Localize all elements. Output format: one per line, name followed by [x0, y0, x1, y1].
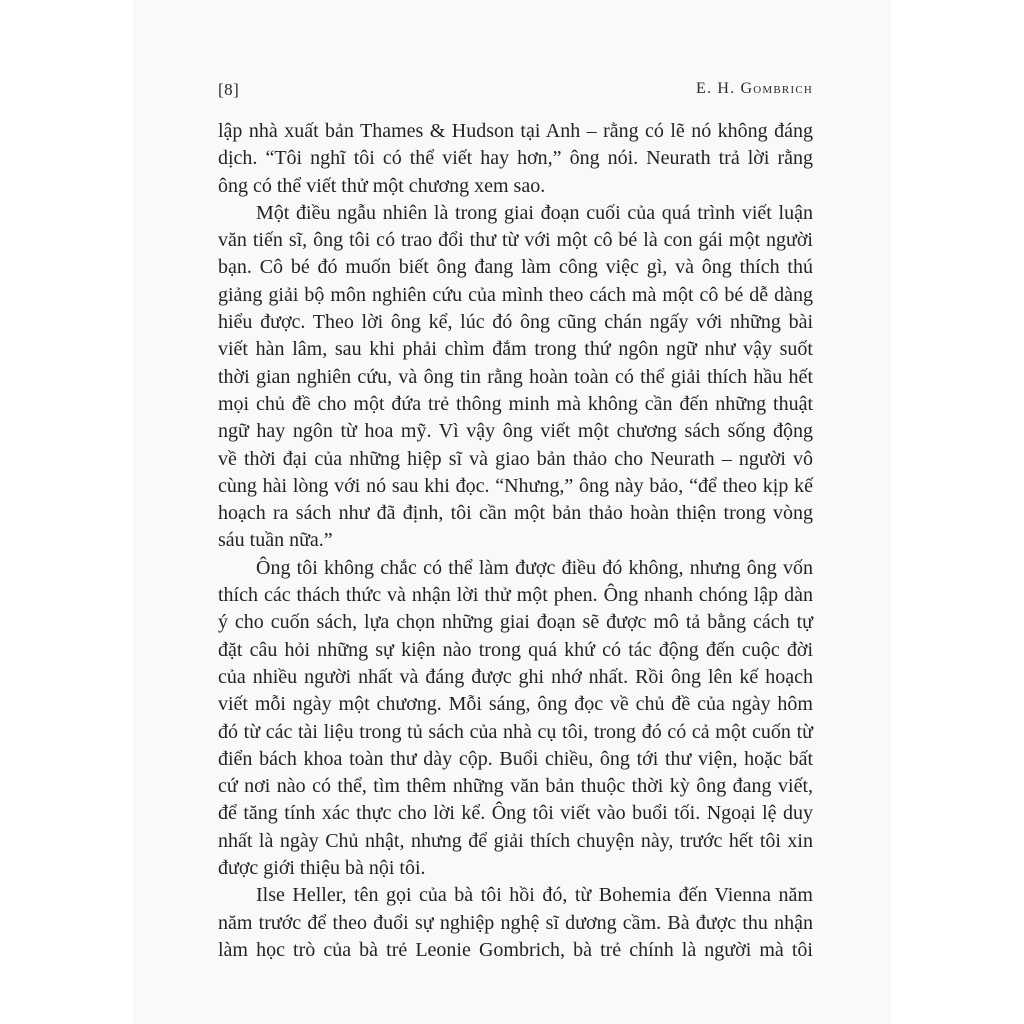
text-line: đó từ các tài liệu trong tủ sách của nhà cụ tôi, trong đó có cả một cuốn từ — [218, 720, 813, 743]
running-head: E. H. Gombrich — [695, 80, 813, 97]
text-line: Ilse Heller, tên gọi của bà tôi hồi đó, từ Bohemia đến Vienna năm — [256, 884, 813, 907]
text-line: lập nhà xuất bản Thames & Hudson tại Anh – rằng có lẽ nó không đáng — [218, 120, 813, 142]
page-header — [218, 78, 813, 104]
text-line: bạn. Cô bé đó muốn biết ông đang làm công việc gì, và ông thích thú — [218, 256, 813, 279]
text-line: năm trước để theo đuổi sự nghiệp nghệ sĩ dương cầm. Bà được thu nhận — [218, 911, 813, 934]
text-line: làm học trò của bà trẻ Leonie Gombrich, bà trẻ chính là người mà tôi — [218, 938, 813, 961]
text-line: Một điều ngẫu nhiên là trong giai đoạn cuối của quá trình viết luận — [256, 201, 813, 224]
text-line: viết mỗi ngày một chương. Mỗi sáng, ông đọc về chủ đề của ngày hôm — [218, 693, 813, 716]
paragraph — [218, 555, 813, 883]
body-text — [218, 118, 813, 964]
text-line: mọi chủ đề cho một đứa trẻ thông minh mà không cần đến những thuật — [218, 392, 813, 415]
text-line: viết hàn lâm, sau khi phải chìm đắm trong thứ ngôn ngữ như vậy suốt — [218, 338, 813, 361]
text-line: ông có thể viết thử một chương xem sao. — [218, 174, 546, 197]
text-line: văn tiến sĩ, ông tôi có trao đổi thư từ với một cô bé là con gái một người — [218, 229, 813, 252]
text-line: cùng hài lòng với nó sau khi đọc. “Nhưng,” ông này bảo, “để theo kịp kế — [218, 474, 813, 497]
text-line: được giới thiệu bà nội tôi. — [218, 857, 426, 880]
text-line: Ông tôi không chắc có thể làm được điều đó không, nhưng ông vốn — [256, 556, 813, 579]
text-line: của nhiều người nhất và đáng được ghi nhớ nhất. Rồi ông lên kế hoạch — [218, 665, 813, 688]
text-line: điển bách khoa toàn thư dày cộp. Buổi chiều, ông tới thư viện, hoặc bất — [218, 747, 813, 770]
paragraph — [218, 882, 813, 964]
text-line: giảng giải bộ môn nghiên cứu của mình theo cách mà một cô bé dễ dàng — [218, 283, 813, 306]
text-line: dịch. “Tôi nghĩ tôi có thể viết hay hơn,” ông nói. Neurath trả lời rằng — [218, 147, 813, 170]
text-line: ý cho cuốn sách, lựa chọn những giai đoạn sẽ được mô tả bằng cách tự — [218, 611, 813, 634]
text-line: nhất là ngày Chủ nhật, nhưng để giải thích chuyện này, trước hết tôi xin — [218, 829, 813, 852]
text-line: thích các thách thức và nhận lời thử một phen. Ông nhanh chóng lập dàn — [218, 584, 813, 607]
text-line: hiểu được. Theo lời ông kể, lúc đó ông cũng chán ngấy với những bài — [218, 311, 813, 334]
page-number: [8] — [218, 80, 240, 99]
text-line: về thời đại của những hiệp sĩ và giao bản thảo cho Neurath – người vô — [218, 447, 813, 470]
text-line: ngữ hay ngôn từ hoa mỹ. Vì vậy ông viết một chương sách sống động — [218, 420, 813, 443]
text-line: đặt câu hỏi những sự kiện nào trong quá khứ có tác động đến cuộc đời — [218, 638, 813, 661]
text-line: sáu tuần nữa.” — [218, 529, 333, 552]
text-line: để tăng tính xác thực cho lời kể. Ông tôi viết vào buổi tối. Ngoại lệ duy — [218, 802, 813, 825]
paragraph — [218, 200, 813, 555]
text-line: cứ nơi nào có thể, tìm thêm những văn bản thuộc thời kỳ ông đang viết, — [218, 775, 813, 798]
paragraph — [218, 118, 813, 200]
text-line: thời gian nghiên cứu, và ông tin rằng hoàn toàn có thể giải thích hầu hết — [218, 365, 813, 388]
text-line: hoạch ra sách như đã định, tôi cần một bản thảo hoàn thiện trong vòng — [218, 502, 813, 525]
